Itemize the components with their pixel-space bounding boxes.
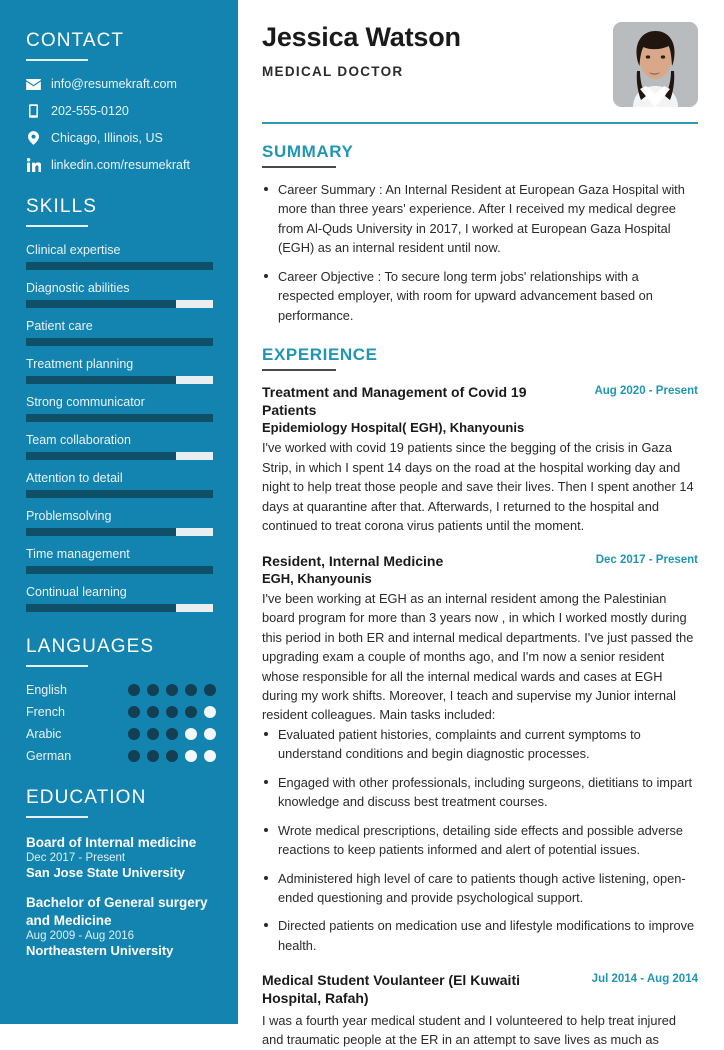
language-item [26, 705, 216, 719]
experience-title: Resident, Internal Medicine [262, 552, 444, 569]
skill-label: Treatment planning [26, 357, 134, 371]
skill-item [26, 357, 216, 384]
languages-list [26, 683, 216, 763]
language-level-dot [128, 684, 140, 696]
experience-bullet: Directed patients on medication use and lifestyle modifications to improve health. [262, 916, 698, 955]
skill-label: Team collaboration [26, 433, 131, 447]
experience-bullet: Engaged with other professionals, including surgeons, dietitians to impart knowledge and discuss best treatment courses. [262, 773, 698, 812]
skill-item [26, 395, 216, 422]
skills-heading: SKILLS [26, 196, 98, 217]
language-label: Arabic [26, 727, 62, 741]
language-level-dot [185, 706, 197, 718]
language-level-dots [128, 728, 216, 740]
language-label: French [26, 705, 65, 719]
language-level-dot [204, 706, 216, 718]
language-level-dot [204, 728, 216, 740]
experience-item [262, 552, 698, 956]
experience-list [262, 383, 698, 1049]
language-level-dot [128, 728, 140, 740]
language-label: German [26, 749, 72, 763]
identity-block [262, 22, 461, 79]
skill-item [26, 319, 216, 346]
contact-item-linkedin[interactable] [26, 158, 216, 172]
main-content [238, 0, 724, 1048]
languages-heading-rule [26, 665, 88, 667]
skill-label: Patient care [26, 319, 93, 333]
envelope-icon [26, 79, 41, 90]
skill-item [26, 243, 216, 270]
language-level-dots [128, 706, 216, 718]
language-item [26, 727, 216, 741]
language-level-dots [128, 750, 216, 762]
sidebar [0, 0, 238, 1024]
skill-progress-bar [26, 566, 213, 574]
summary-bullet: Career Objective : To secure long term jobs' relationships with a respected employer, with room for upward advancement based on performance. [262, 267, 698, 325]
skill-label: Attention to detail [26, 471, 123, 485]
skill-progress-bar [26, 414, 213, 422]
language-level-dot [185, 684, 197, 696]
language-label: English [26, 683, 67, 697]
education-heading: EDUCATION [26, 787, 147, 808]
skill-progress-fill [26, 604, 176, 612]
contact-phone-text: 202-555-0120 [51, 104, 129, 118]
skill-progress-bar [26, 490, 213, 498]
language-level-dot [147, 706, 159, 718]
skill-progress-bar [26, 376, 213, 384]
language-level-dot [128, 750, 140, 762]
language-item [26, 749, 216, 763]
education-date: Aug 2009 - Aug 2016 [26, 929, 135, 942]
skill-item [26, 585, 216, 612]
resume-header [262, 22, 698, 107]
experience-organization: Epidemiology Hospital( EGH), Khanyounis [262, 420, 525, 436]
contact-section [26, 30, 216, 172]
language-level-dot [147, 684, 159, 696]
skill-progress-bar [26, 604, 213, 612]
job-role-subtitle: MEDICAL DOCTOR [262, 64, 404, 79]
experience-item [262, 971, 698, 1049]
skills-list [26, 243, 216, 612]
header-divider [262, 122, 698, 124]
education-item [26, 834, 216, 880]
page-title: Jessica Watson [262, 22, 461, 52]
language-level-dot [185, 750, 197, 762]
education-degree: Bachelor of General surgery and Medicine [26, 895, 208, 928]
language-level-dot [166, 728, 178, 740]
skill-item [26, 547, 216, 574]
language-level-dot [147, 728, 159, 740]
experience-date: Dec 2017 - Present [595, 553, 698, 566]
skill-label: Clinical expertise [26, 243, 121, 257]
skill-progress-fill [26, 414, 213, 422]
skill-item [26, 471, 216, 498]
education-item [26, 894, 216, 958]
skill-progress-fill [26, 490, 213, 498]
experience-title: Medical Student Voulanteer (El Kuwaiti Hospital, Rafah) [262, 972, 520, 1007]
contact-heading-rule [26, 59, 88, 61]
contact-heading: CONTACT [26, 30, 125, 51]
location-pin-icon [26, 131, 41, 145]
skill-progress-bar [26, 452, 213, 460]
skill-label: Time management [26, 547, 130, 561]
skills-section [26, 196, 216, 612]
skill-progress-bar [26, 338, 213, 346]
skill-progress-fill [26, 300, 176, 308]
experience-title: Treatment and Management of Covid 19 Patients [262, 384, 527, 419]
language-level-dot [128, 706, 140, 718]
skill-label: Problemsolving [26, 509, 112, 523]
contact-email-text: info@resumekraft.com [51, 77, 177, 91]
experience-item-header [262, 552, 698, 570]
language-level-dot [204, 684, 216, 696]
skill-progress-fill [26, 338, 213, 346]
contact-linkedin-text: linkedin.com/resumekraft [51, 158, 190, 172]
languages-section [26, 636, 216, 763]
language-level-dot [166, 750, 178, 762]
experience-date: Aug 2020 - Present [594, 385, 698, 398]
language-level-dot [204, 750, 216, 762]
experience-organization: EGH, Khanyounis [262, 570, 372, 586]
skills-heading-rule [26, 225, 88, 227]
contact-item-email[interactable] [26, 77, 216, 91]
skill-progress-bar [26, 300, 213, 308]
experience-heading-rule [262, 369, 336, 371]
summary-heading-rule [262, 166, 336, 168]
summary-heading: SUMMARY [262, 142, 354, 161]
skill-item [26, 509, 216, 536]
experience-item-header [262, 971, 698, 1007]
experience-bullet-list [262, 725, 698, 955]
skill-progress-fill [26, 262, 213, 270]
education-section [26, 787, 216, 958]
language-level-dot [166, 706, 178, 718]
skill-progress-fill [26, 376, 176, 384]
experience-item [262, 383, 698, 536]
education-school: Northeastern University [26, 942, 174, 958]
experience-description: I've been working at EGH as an internal resident among the Palestinian board program for more than 3 years now , in which I worked mostly during this period in both ER and internal medical departments. I've just passed the upgrading exam a couple of months ago, and I'm now a senior resident whose responsible for all the internal medical wards and cases at EGH during my work shifts. Moreover, I teach and supervise my Junior internal resident colleagues. Main tasks included: [262, 590, 694, 723]
skill-label: Strong communicator [26, 395, 145, 409]
experience-item-header [262, 383, 698, 419]
skill-label: Diagnostic abilities [26, 281, 130, 295]
skill-progress-bar [26, 262, 213, 270]
linkedin-icon [26, 158, 41, 172]
skill-progress-bar [26, 528, 213, 536]
experience-bullet: Wrote medical prescriptions, detailing side effects and possible adverse reactions to keep patients informed and alert of potential issues. [262, 821, 698, 860]
language-level-dots [128, 684, 216, 696]
language-level-dot [147, 750, 159, 762]
skill-item [26, 281, 216, 308]
language-level-dot [166, 684, 178, 696]
contact-location-text: Chicago, Illinois, US [51, 131, 163, 145]
skill-item [26, 433, 216, 460]
contact-item-phone[interactable] [26, 104, 216, 118]
education-date: Dec 2017 - Present [26, 852, 126, 865]
summary-section [262, 142, 698, 325]
language-level-dot [185, 728, 197, 740]
experience-date: Jul 2014 - Aug 2014 [591, 973, 698, 986]
skill-label: Continual learning [26, 585, 127, 599]
skill-progress-fill [26, 452, 176, 460]
experience-heading: EXPERIENCE [262, 345, 378, 365]
skill-progress-fill [26, 528, 176, 536]
experience-description: I've worked with covid 19 patients since the begging of the crisis in Gaza Strip, in which I spent 14 days on the road at the hospital working day and night to help treat those people and save their lives. Then I spent another 14 days at quarantine after that. Afterwards, I returned to the hospital and continued to treat corona virus patients until the moment. [262, 440, 694, 534]
language-item [26, 683, 216, 697]
education-heading-rule [26, 816, 88, 818]
summary-bullet-list [262, 180, 698, 325]
languages-heading: LANGUAGES [26, 636, 155, 657]
skill-progress-fill [26, 566, 213, 574]
mobile-phone-icon [26, 104, 41, 118]
experience-description: I was a fourth year medical student and I volunteered to help treat injured and traumatic people at the ER in an attempt to save lives as much as [262, 1012, 677, 1048]
contact-item-location[interactable] [26, 131, 216, 145]
education-degree: Board of Internal medicine [26, 835, 197, 850]
experience-bullet: Evaluated patient histories, complaints and current symptoms to understand conditions and begin diagnostic processes. [262, 725, 698, 764]
experience-section [262, 345, 698, 1049]
education-school: San Jose State University [26, 865, 185, 881]
education-list [26, 834, 216, 958]
avatar [613, 22, 698, 107]
summary-bullet: Career Summary : An Internal Resident at European Gaza Hospital with more than three years' experience. After I received my medical degree from Al-Quds University in 2017, I worked at European Gaza Hospital (EGH) as an internal resident until now. [262, 180, 698, 258]
experience-bullet: Administered high level of care to patients though active listening, open-ended questioning and provide psychological support. [262, 869, 698, 908]
